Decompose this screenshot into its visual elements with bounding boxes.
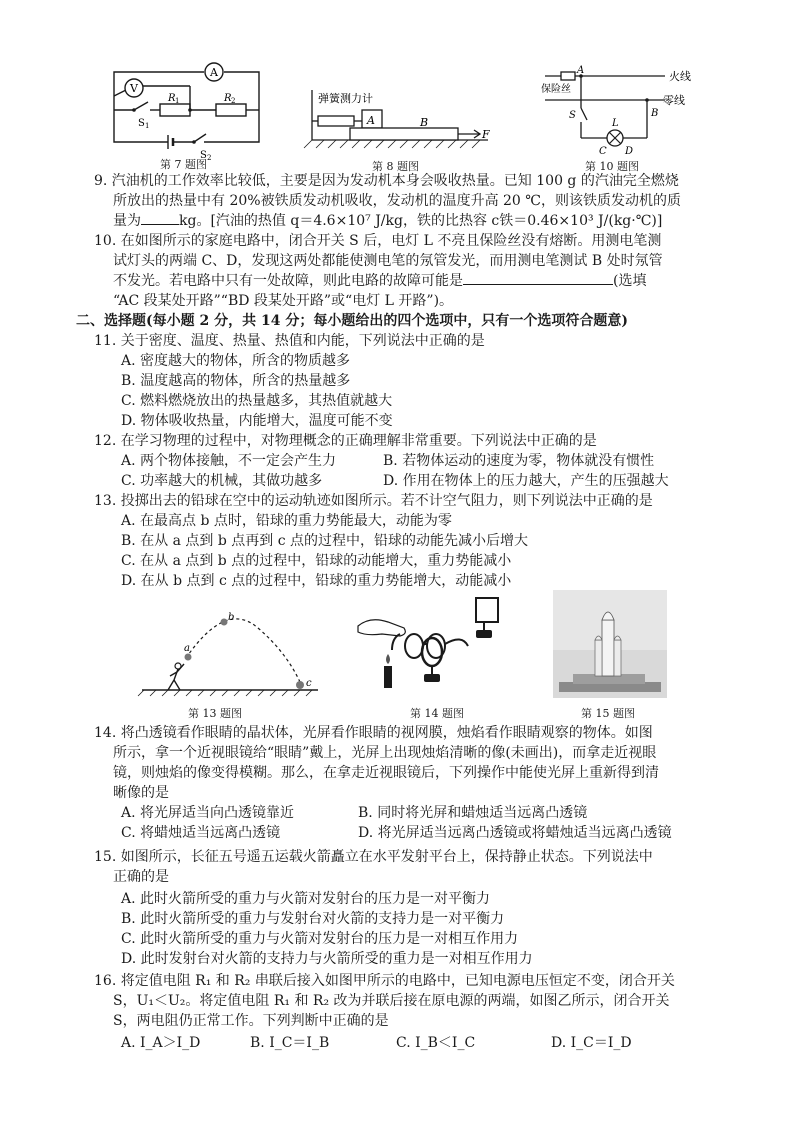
svg-text:2: 2 — [207, 154, 212, 162]
q12-option-c[interactable]: C. 功率越大的机械，其做功越多 — [121, 473, 323, 489]
q16-option-d[interactable]: D. I_C＝I_D — [551, 1035, 632, 1051]
shot-ball-c-icon — [296, 681, 304, 689]
q13-option-c[interactable]: C. 在从 a 点到 b 点的过程中，铅球的动能增大，重力势能减小 — [121, 553, 512, 569]
answer-blank-q9[interactable] — [141, 224, 179, 225]
label-switch-s: S — [569, 110, 576, 121]
svg-text:2: 2 — [231, 97, 236, 105]
q14-option-b[interactable]: B. 同时将光屏和蜡烛适当远离凸透镜 — [358, 805, 588, 821]
q13-option-b[interactable]: B. 在从 a 点到 b 点再到 c 点的过程中，铅球的动能先减小后增大 — [121, 533, 529, 549]
caption-figure-14: 第 14 题图 — [410, 707, 464, 720]
q11-option-b[interactable]: B. 温度越高的物体，所含的热量越多 — [121, 373, 351, 389]
shot-ball-b-icon — [221, 619, 228, 626]
q12-stem: 12. 在学习物理的过程中，对物理概念的正确理解非常重要。下列说法中正确的是 — [94, 433, 597, 449]
q15-option-b[interactable]: B. 此时火箭所受的重力与发射台对火箭的支持力是一对平衡力 — [121, 911, 505, 927]
q12-option-a[interactable]: A. 两个物体接触，不一定会产生力 — [121, 453, 337, 469]
caption-figure-8: 第 8 题图 — [372, 160, 419, 173]
q15-option-d[interactable]: D. 此时发射台对火箭的支持力与火箭所受的重力是一对相互作用力 — [121, 951, 533, 967]
label-point-c: c — [306, 678, 312, 689]
rocket-photo — [553, 590, 667, 698]
section-2-heading: 二、选择题(每小题 2 分，共 14 分；每小题给出的四个选项中，只有一个选项符合题意) — [76, 313, 628, 329]
shot-ball-a-icon — [185, 654, 192, 661]
light-screen-icon — [476, 598, 498, 622]
candle-icon — [384, 666, 392, 688]
q16-option-c[interactable]: C. I_B＜I_C — [396, 1035, 476, 1051]
label-live-wire: 火线 — [669, 70, 691, 83]
q12-option-d[interactable]: D. 作用在物体上的压力越大，产生的压强越大 — [383, 473, 669, 489]
hand-icon — [358, 620, 405, 636]
q15-option-c[interactable]: C. 此时火箭所受的重力与火箭对发射台的压力是一对相互作用力 — [121, 931, 519, 947]
label-point-a: A — [577, 65, 585, 76]
caption-figure-7: 第 7 题图 — [160, 158, 207, 171]
label-lamp-l: L — [612, 118, 619, 129]
label-fuse: 保险丝 — [541, 84, 571, 95]
q11-stem: 11. 关于密度、温度、热量、热值和内能，下列说法中正确的是 — [94, 333, 485, 349]
q14-line-2: 所示，拿一个近视眼镜给“眼睛”戴上，光屏上出现烛焰清晰的像(未画出)，而拿走近视眼 — [113, 745, 657, 761]
q16-line-3: S，两电阻仍正常工作。下列判断中正确的是 — [113, 1013, 389, 1029]
q11-option-c[interactable]: C. 燃料燃烧放出的热量越多，其热值就越大 — [121, 393, 393, 409]
label-s1: S — [138, 118, 145, 129]
figure-8 — [310, 88, 500, 158]
figure-13 — [138, 606, 328, 698]
caption-figure-10: 第 10 题图 — [585, 160, 639, 173]
figure-14 — [352, 594, 522, 702]
label-voltmeter: V — [130, 82, 138, 95]
figure-10 — [535, 62, 705, 162]
q10-line-3: 不发光。若电路中只有一处故障，则此电路的故障可能是 (选填 — [113, 273, 647, 289]
q11-option-a[interactable]: A. 密度越大的物体，所含的物质越多 — [121, 353, 351, 369]
label-point-c: C — [599, 146, 607, 157]
q16-option-b[interactable]: B. I_C＝I_B — [250, 1035, 330, 1051]
q13-option-a[interactable]: A. 在最高点 b 点时，铅球的重力势能最大，动能为零 — [121, 513, 452, 529]
q14-option-a[interactable]: A. 将光屏适当向凸透镜靠近 — [121, 805, 295, 821]
lens-experiment-illustration — [352, 594, 522, 702]
q14-option-d[interactable]: D. 将光屏适当远离凸透镜或将蜡烛适当远离凸透镜 — [358, 825, 672, 841]
q15-option-a[interactable]: A. 此时火箭所受的重力与火箭对发射台的压力是一对平衡力 — [121, 891, 491, 907]
label-point-a: a — [184, 643, 190, 654]
label-force-f: F — [482, 128, 490, 141]
figure-15 — [553, 590, 667, 698]
svg-text:1: 1 — [175, 97, 180, 105]
q9-line-2: 所放出的热量中有 20%被铁质发动机吸收，发动机的温度升高 20 ℃，则该铁质发动机的质 — [113, 193, 681, 209]
label-point-b: b — [228, 612, 235, 623]
q14-option-c[interactable]: C. 将蜡烛适当远离凸透镜 — [121, 825, 281, 841]
q13-option-d[interactable]: D. 在从 b 点到 c 点的过程中，铅球的重力势能增大，动能减小 — [121, 573, 512, 589]
convex-lens-icon — [422, 638, 442, 666]
spring-scale-diagram — [310, 88, 500, 158]
q14-line-3: 镜，则烛焰的像变得模糊。那么，在拿走近视眼镜后，下列操作中能使光屏上重新得到清 — [113, 765, 659, 781]
q13-stem: 13. 投掷出去的铅球在空中的运动轨迹如图所示。若不计空气阻力，则下列说法中正确的是 — [94, 493, 653, 509]
answer-blank-q10[interactable] — [463, 284, 613, 285]
q9-line-1: 9. 汽油机的工作效率比较低，主要是因为发动机本身会吸收热量。已知 100 g 的汽油完全燃烧 — [94, 173, 679, 189]
label-ammeter: A — [210, 66, 218, 79]
q10-line-2: 试灯头的两端 C、D，发现这两处都能使测电笔的氖管发光，而用测电笔测试 B 处时氖管 — [113, 253, 663, 269]
label-neutral-wire: 零线 — [663, 94, 685, 107]
shot-put-trajectory — [138, 606, 328, 698]
svg-text:1: 1 — [145, 122, 150, 130]
q14-line-1: 14. 将凸透镜看作眼睛的晶状体，光屏看作眼睛的视网膜，烛焰看作眼睛观察的物体。如图 — [94, 725, 653, 741]
caption-figure-15: 第 15 题图 — [581, 707, 635, 720]
label-spring-scale: 弹簧测力计 — [318, 92, 373, 105]
figure-7 — [104, 62, 264, 162]
circuit-diagram-7 — [104, 62, 264, 162]
caption-figure-13: 第 13 题图 — [188, 707, 242, 720]
q15-line-1: 15. 如图所示，长征五号遥五运载火箭矗立在水平发射平台上，保持静止状态。下列说法中 — [94, 849, 653, 865]
label-r1: R — [168, 93, 176, 104]
q16-line-1: 16. 将定值电阻 R₁ 和 R₂ 串联后接入如图甲所示的电路中，已知电源电压恒定不变，闭合开关 — [94, 973, 675, 989]
q15-line-2: 正确的是 — [113, 869, 169, 885]
label-point-b: B — [651, 108, 659, 119]
label-s2: S — [200, 150, 207, 161]
q10-line-4: “AC 段某处开路”“BD 段某处开路”或“电灯 L 开路”)。 — [113, 293, 454, 309]
q16-line-2: S，U₁＜U₂。将定值电阻 R₁ 和 R₂ 改为并联后接在原电源的两端，如图乙所示，闭合开关 — [113, 993, 670, 1009]
label-block-a: A — [367, 114, 375, 127]
label-board-b: B — [420, 116, 429, 129]
q16-option-a[interactable]: A. I_A＞I_D — [121, 1035, 201, 1051]
q9-line-3: 量为 kg。[汽油的热值 q＝4.6×10⁷ J/kg，铁的比热容 c铁＝0.46×10³ J/(kg·℃)] — [113, 213, 663, 229]
q11-option-d[interactable]: D. 物体吸收热量，内能增大，温度可能不变 — [121, 413, 393, 429]
household-circuit-diagram — [535, 62, 705, 162]
q14-line-4: 晰像的是 — [113, 785, 169, 801]
q12-option-b[interactable]: B. 若物体运动的速度为零，物体就没有惯性 — [383, 453, 655, 469]
label-point-d: D — [625, 146, 634, 157]
label-r2: R — [224, 93, 232, 104]
q10-line-1: 10. 在如图所示的家庭电路中，闭合开关 S 后，电灯 L 不亮且保险丝没有熔断。用测电笔测 — [94, 233, 662, 249]
